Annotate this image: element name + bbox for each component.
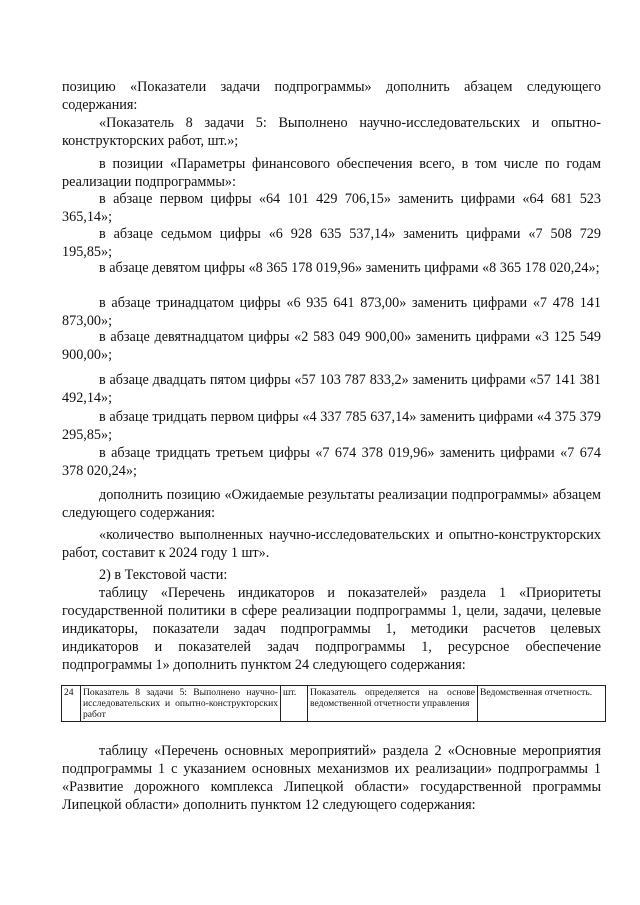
paragraph-12: дополнить позицию «Ожидаемые результаты реализации подпрограммы» абзацем следующего содержания: <box>62 487 601 521</box>
table-cell-source: Ведомственная отчетность. <box>478 686 606 722</box>
table-row <box>62 686 606 722</box>
paragraph-9: в абзаце двадцать пятом цифры «57 103 787 833,2» заменить цифрами «57 141 381 492,14»; <box>62 372 601 406</box>
paragraph-1: позицию «Показатели задачи подпрограммы» дополнить абзацем следующего содержания: <box>62 79 601 113</box>
paragraph-4: в абзаце первом цифры «64 101 429 706,15» заменить цифрами «64 681 523 365,14»; <box>62 191 601 225</box>
paragraph-3: в позиции «Параметры финансового обеспечения всего, в том числе по годам реализации подпрограммы»: <box>62 156 601 190</box>
table-cell-unit: шт. <box>281 686 308 722</box>
paragraph-7: в абзаце тринадцатом цифры «6 935 641 873,00» заменить цифрами «7 478 141 873,00»; <box>62 295 601 329</box>
paragraph-6: в абзаце девятом цифры «8 365 178 019,96» заменить цифрами «8 365 178 020,24»; <box>99 260 600 276</box>
paragraph-8: в абзаце девятнадцатом цифры «2 583 049 900,00» заменить цифрами «3 125 549 900,00»; <box>62 329 601 363</box>
table-cell-number: 24 <box>62 686 81 722</box>
table-cell-name: Показатель 8 задачи 5: Выполнено научно-исследовательских и опытно-конструкторских работ <box>81 686 281 722</box>
paragraph-13: «количество выполненных научно-исследовательских и опытно-конструкторских работ, составит к 2024 году 1 шт». <box>62 527 601 561</box>
paragraph-2: «Показатель 8 задачи 5: Выполнено научно-исследовательских и опытно-конструкторских работ, шт.»; <box>62 115 601 149</box>
table-cell-method: Показатель определяется на основе ведомственной отчетности управления <box>308 686 478 722</box>
paragraph-15: таблицу «Перечень индикаторов и показателей» раздела 1 «Приоритеты государственной политики в сфере реализации подпрограммы 1, цели, задачи, целевые индикаторы, показатели задач подпрограммы 1, методики расчетов целевых индикаторов и показателей задач подпрограммы 1, ресурсное обеспечение подпрограммы 1» дополнить пунктом 24 следующего содержания: <box>62 585 601 673</box>
paragraph-5: в абзаце седьмом цифры «6 928 635 537,14» заменить цифрами «7 508 729 195,85»; <box>62 226 601 260</box>
indicator-table <box>61 685 606 722</box>
paragraph-11: в абзаце тридцать третьем цифры «7 674 378 019,96» заменить цифрами «7 674 378 020,24»; <box>62 445 601 479</box>
paragraph-10: в абзаце тридцать первом цифры «4 337 785 637,14» заменить цифрами «4 375 379 295,85»; <box>62 409 601 443</box>
paragraph-14: 2) в Текстовой части: <box>99 567 228 583</box>
paragraph-16: таблицу «Перечень основных мероприятий» раздела 2 «Основные мероприятия подпрограммы 1 с указанием основных механизмов их реализации» подпрограммы 1 «Развитие дорожного комплекса Липецкой области» государственной программы Липецкой области» дополнить пунктом 12 следующего содержания: <box>62 743 601 813</box>
